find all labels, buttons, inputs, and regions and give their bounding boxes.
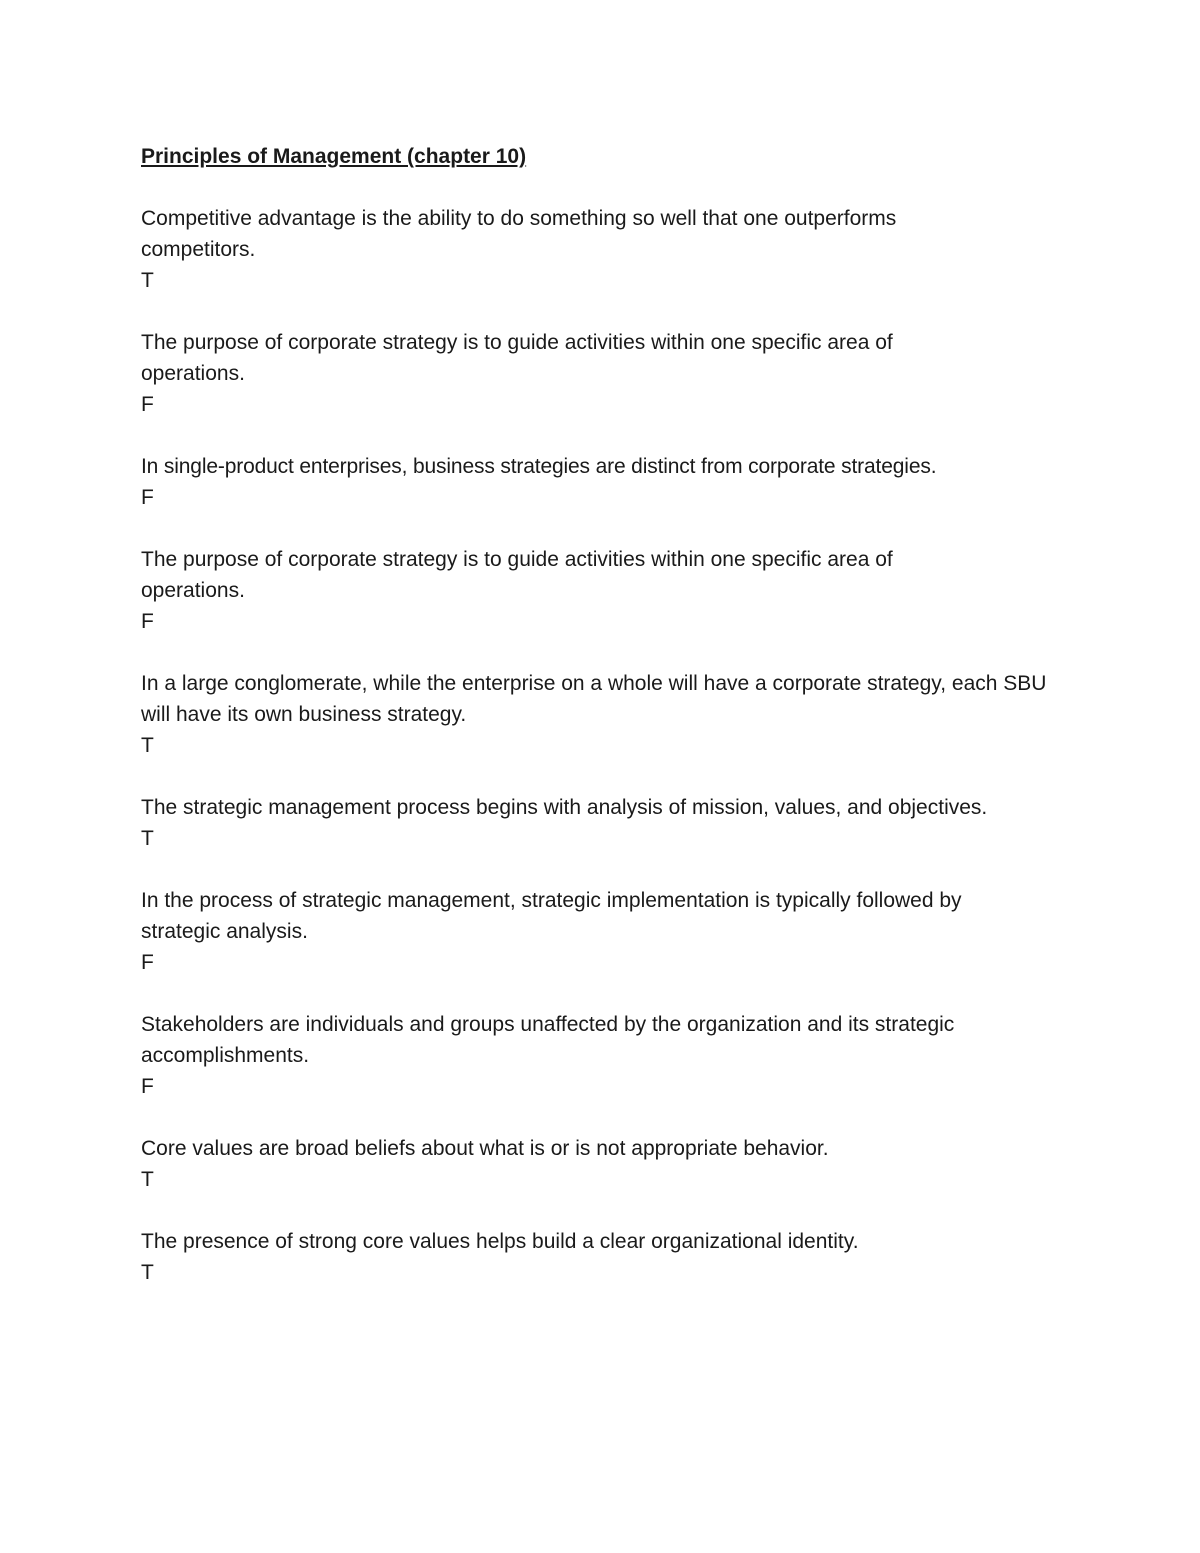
question-item (141, 451, 1071, 513)
question-item (141, 668, 1071, 761)
question-item (141, 544, 1071, 637)
document-title: Principles of Management (chapter 10) (141, 145, 527, 168)
question-answer: T (141, 1261, 154, 1284)
question-item (141, 327, 1071, 420)
question-answer: F (141, 610, 154, 633)
question-statement: The presence of strong core values helps build a clear organizational identity. (141, 1230, 859, 1253)
question-statement: Competitive advantage is the ability to do something so well that one outperforms competitors. (141, 207, 897, 261)
question-statement: The purpose of corporate strategy is to guide activities within one specific area of operations. (141, 548, 893, 602)
question-answer: T (141, 734, 154, 757)
question-item (141, 792, 1071, 854)
question-item (141, 1226, 1071, 1288)
question-statement: In single-product enterprises, business strategies are distinct from corporate strategies. (141, 455, 937, 478)
question-item (141, 1133, 1071, 1195)
question-statement: The strategic management process begins with analysis of mission, values, and objectives. (141, 796, 988, 819)
question-statement: In a large conglomerate, while the enterprise on a whole will have a corporate strategy, each SBU will have its own business strategy. (141, 672, 1047, 726)
question-statement: Stakeholders are individuals and groups unaffected by the organization and its strategic accomplishments. (141, 1013, 955, 1067)
question-statement: Core values are broad beliefs about what is or is not appropriate behavior. (141, 1137, 829, 1160)
question-item (141, 1009, 1071, 1102)
question-answer: F (141, 393, 154, 416)
document-content (141, 141, 1071, 1319)
question-answer: T (141, 269, 154, 292)
question-answer: T (141, 1168, 154, 1191)
question-item (141, 203, 1071, 296)
question-item (141, 885, 1071, 978)
question-answer: F (141, 486, 154, 509)
question-answer: F (141, 951, 154, 974)
question-answer: F (141, 1075, 154, 1098)
question-statement: In the process of strategic management, strategic implementation is typically followed by strategic analysis. (141, 889, 962, 943)
question-answer: T (141, 827, 154, 850)
question-statement: The purpose of corporate strategy is to guide activities within one specific area of operations. (141, 331, 893, 385)
